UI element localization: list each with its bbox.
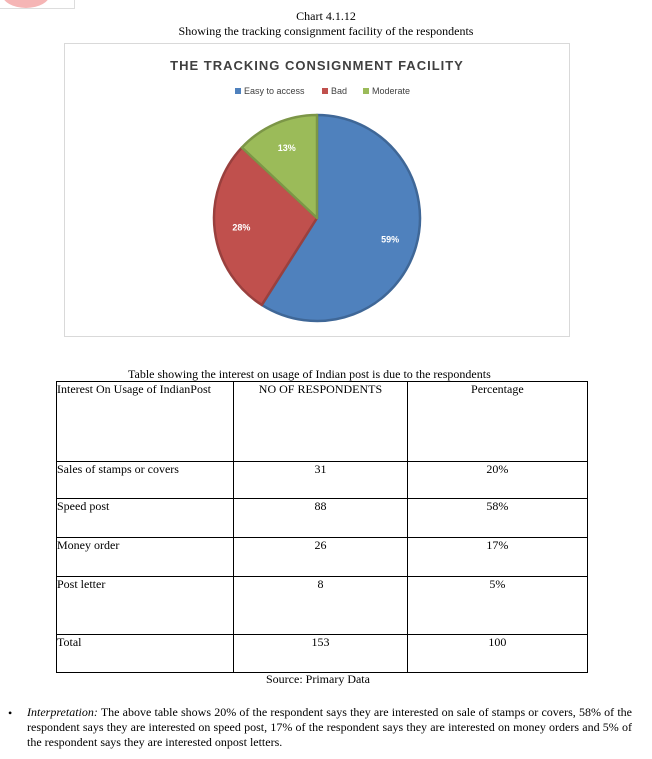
chart-number: Chart 4.1.12 bbox=[296, 9, 356, 23]
page-corner-decoration bbox=[0, 0, 75, 9]
interpretation-text: The above table shows 20% of the respondent says they are interested on sale of stamps or covers, 58% of the respondent says they are interested on speed post, 17% of the respondent says they are interested on money orders and 5% of the respondent says they are interested onpost letters. bbox=[27, 705, 632, 749]
cell-count: 26 bbox=[234, 538, 407, 577]
table-row bbox=[57, 538, 588, 577]
header-percentage: Percentage bbox=[407, 382, 587, 462]
cell-percentage: 5% bbox=[407, 577, 587, 635]
interpretation-label: Interpretation: bbox=[27, 705, 98, 719]
cell-count: 153 bbox=[234, 635, 407, 673]
table-total-row bbox=[57, 635, 588, 673]
cell-count: 88 bbox=[234, 499, 407, 538]
cell-percentage: 58% bbox=[407, 499, 587, 538]
legend-label: Easy to access bbox=[244, 86, 305, 96]
bullet-marker: • bbox=[8, 706, 13, 720]
legend-label: Bad bbox=[331, 86, 348, 96]
respondents-table bbox=[56, 381, 588, 673]
pie-label: 13% bbox=[277, 143, 296, 154]
table-caption: Table showing the interest on usage of Indian post is due to the respondents bbox=[128, 367, 491, 381]
cell-percentage: 20% bbox=[407, 462, 587, 499]
cell-percentage: 100 bbox=[407, 635, 587, 673]
cell-category: Money order bbox=[57, 538, 234, 577]
chart-legend bbox=[235, 86, 410, 96]
cell-category: Speed post bbox=[57, 499, 234, 538]
pie-label: 59% bbox=[381, 234, 400, 245]
chart-subtitle: Showing the tracking consignment facility of the respondents bbox=[178, 24, 474, 38]
table-row bbox=[57, 499, 588, 538]
table-header-row bbox=[57, 382, 588, 462]
table-row bbox=[57, 462, 588, 499]
source-note: Source: Primary Data bbox=[266, 672, 370, 686]
pie-slices bbox=[214, 115, 420, 321]
corner-arc-shape bbox=[2, 0, 50, 8]
cell-category: Total bbox=[57, 635, 234, 673]
table-row bbox=[57, 577, 588, 635]
header-interest: Interest On Usage of IndianPost bbox=[57, 382, 234, 462]
cell-category: Post letter bbox=[57, 577, 234, 635]
legend-label: Moderate bbox=[372, 86, 411, 96]
cell-percentage: 17% bbox=[407, 538, 587, 577]
cell-count: 31 bbox=[234, 462, 407, 499]
pie-chart-svg bbox=[65, 44, 569, 336]
chart-title: THE TRACKING CONSIGNMENT FACILITY bbox=[170, 58, 464, 73]
interpretation-paragraph bbox=[27, 705, 632, 750]
pie-chart bbox=[64, 43, 570, 337]
pie-label: 28% bbox=[232, 222, 251, 233]
legend-swatch bbox=[235, 88, 241, 94]
header-respondents: NO OF RESPONDENTS bbox=[234, 382, 407, 462]
legend-swatch bbox=[363, 88, 369, 94]
legend-swatch bbox=[322, 88, 328, 94]
cell-category: Sales of stamps or covers bbox=[57, 462, 234, 499]
cell-count: 8 bbox=[234, 577, 407, 635]
